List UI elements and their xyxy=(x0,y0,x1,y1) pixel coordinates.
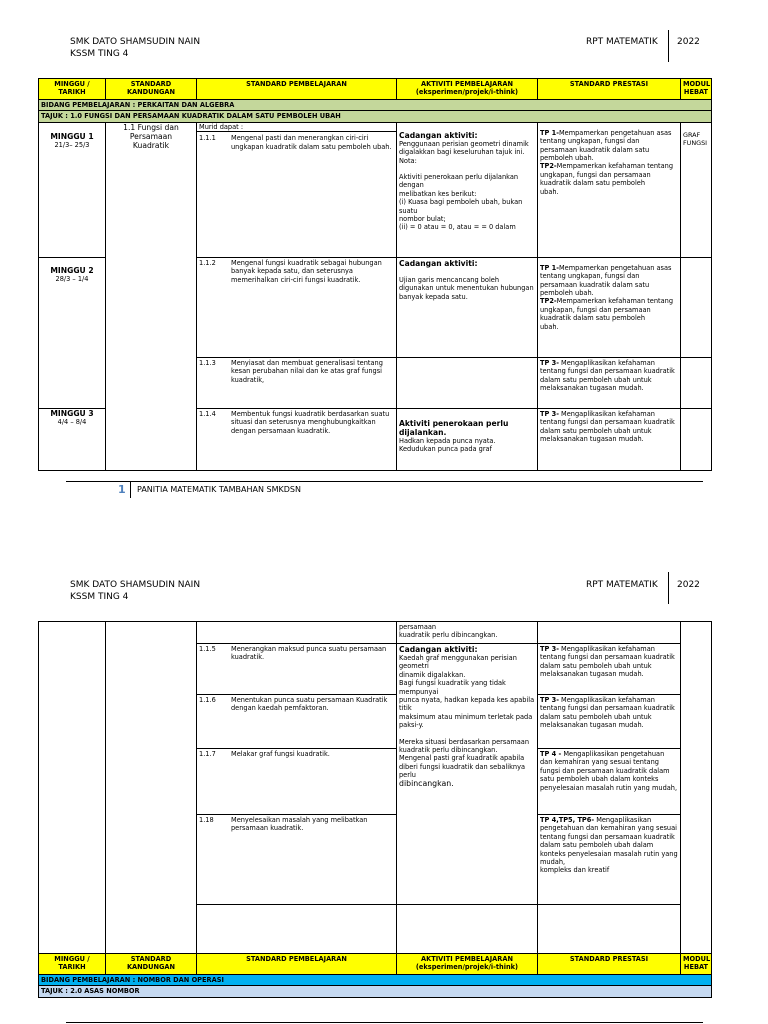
aktiviti-line: Kedudukan punca pada graf xyxy=(399,445,492,454)
page-number: 1 xyxy=(118,483,126,496)
sp-number: 1.1.7 xyxy=(199,750,216,758)
col-standard-pembelajaran: STANDARD PEMBELAJARAN xyxy=(197,954,397,975)
form-level: KSSM TING 4 xyxy=(70,49,129,59)
col-modul: MODUL HEBAT xyxy=(681,79,712,100)
sp-cell xyxy=(197,357,397,408)
standard-kandungan-cell xyxy=(106,622,197,954)
header-divider xyxy=(668,30,669,62)
week-label: MINGGU 1 xyxy=(50,131,94,141)
tp-code: TP 4 - xyxy=(540,750,562,758)
tp-code: TP 1- xyxy=(540,128,559,137)
footer-rule xyxy=(66,1022,703,1023)
col-minggu: MINGGU / TARIKH xyxy=(39,79,106,100)
tp-text: ubah. xyxy=(540,187,559,196)
sp-number: 1.1.5 xyxy=(199,645,216,653)
aktiviti-line: Bagi fungsi kuadratik yang tidak mempunyai xyxy=(399,679,506,696)
tp-code: TP 3- xyxy=(540,696,559,704)
sp-number: 1.1.3 xyxy=(199,358,216,367)
prestasi-cell xyxy=(538,122,681,257)
prestasi-cell xyxy=(538,357,681,408)
sp-cell xyxy=(197,905,397,954)
sp-text: Menyelesaikan masalah yang melibatkan persamaan kuadratik. xyxy=(231,816,368,833)
form-level: KSSM TING 4 xyxy=(70,592,129,602)
sp-text: Menerangkan maksud punca suatu persamaan kuadratik. xyxy=(231,645,387,662)
tp-text: Mempamerkan pengetahuan asas tentang ungkapan, fungsi dan persamaan kuadratik dalam satu pemboleh ubah. xyxy=(540,128,672,163)
footer-text: PANITIA MATEMATIK TAMBAHAN SMKDSN xyxy=(137,485,301,494)
aktiviti-line: Nota: xyxy=(399,156,417,165)
prestasi-cell xyxy=(538,622,681,644)
aktiviti-title: Aktiviti penerokaan perlu dijalankan. xyxy=(399,418,509,437)
tp-text: Mengaplikasikan kefahaman tentang fungsi dan persamaan kuadratik dalam satu pemboleh ubah untuk melaksanakan tugasan mudah. xyxy=(540,358,675,393)
aktiviti-line: maksimum atau minimum terletak pada xyxy=(399,712,533,721)
modul-cell xyxy=(681,357,712,408)
tp-code: TP 1- xyxy=(540,263,559,272)
standard-kandungan-text: 1.1 Fungsi dan Persamaan Kuadratik xyxy=(123,122,179,150)
standard-kandungan-cell xyxy=(106,122,197,470)
week-date: 28/3 – 1/4 xyxy=(55,275,89,284)
aktiviti-line: kuadratik perlu dibincangkan. xyxy=(399,746,498,755)
aktiviti-line: Mereka situasi berdasarkan persamaan xyxy=(399,737,530,746)
col-aktiviti-label: AKTIVITI PEMBELAJARAN xyxy=(421,955,513,963)
col-standard-kandungan: STANDARD KANDUNGAN xyxy=(106,954,197,975)
sp-text: Melakar graf fungsi kuadratik. xyxy=(231,750,330,758)
sp-number: 1.1.1 xyxy=(199,134,216,143)
tp-code: TP 4,TP5, TP6- xyxy=(540,816,595,824)
footer-rule xyxy=(66,481,703,482)
tp-code: TP2- xyxy=(540,162,557,171)
aktiviti-line: (i) Kuasa bagi pemboleh ubah, bukan suatu xyxy=(399,198,523,215)
aktiviti-line: Kaedah graf menggunakan perisian geometri xyxy=(399,654,517,671)
col-standard-prestasi: STANDARD PRESTASI xyxy=(538,79,681,100)
sp-cell xyxy=(197,644,397,695)
school-name: SMK DATO SHAMSUDIN NAIN xyxy=(70,37,201,47)
tp-code: TP 3- xyxy=(540,645,559,653)
year: 2022 xyxy=(677,580,700,590)
tajuk-row: TAJUK : 1.0 FUNGSI DAN PERSAMAAN KUADRATIK DALAM SATU PEMBOLEH UBAH xyxy=(39,111,712,122)
week-cell xyxy=(39,408,106,470)
sp-cell xyxy=(197,695,397,749)
tp-text: Mempamerkan pengetahuan asas tentang ungkapan, fungsi dan persamaan kuadratik dalam satu pemboleh ubah. xyxy=(540,263,672,298)
sp-text: Menentukan punca suatu persamaan Kuadratik dengan kaedah pemfaktoran. xyxy=(231,696,388,713)
col-minggu: MINGGU / TARIKH xyxy=(39,954,106,975)
col-modul: MODUL HEBAT xyxy=(681,954,712,975)
sp-text: Mengenal fungsi kuadratik sebagai hubungan banyak kepada satu, dan seterusnya memerihalkan ciri-ciri fungsi kuadratik. xyxy=(231,258,382,284)
sp-cell xyxy=(197,122,397,257)
prestasi-cell xyxy=(538,695,681,749)
prestasi-cell xyxy=(538,408,681,470)
aktiviti-line: Aktiviti penerokaan perlu dijalankan dengan xyxy=(399,173,519,190)
aktiviti-line: nombor bulat; xyxy=(399,215,446,224)
sp-cell xyxy=(197,257,397,357)
tp-text: Mempamerkan kefahaman tentang ungkapan, fungsi dan persamaan kuadratik dalam satu pemboleh xyxy=(540,297,674,323)
week-label: MINGGU 3 xyxy=(50,408,94,418)
col-aktiviti-label: AKTIVITI PEMBELAJARAN xyxy=(421,80,513,88)
modul-cell xyxy=(681,622,712,954)
week-cell xyxy=(39,122,106,257)
tp-text: Mengaplikasikan kefahaman tentang fungsi dan persamaan kuadratik dalam satu pemboleh ubah untuk melaksanakan tugasan mudah. xyxy=(540,645,675,679)
aktiviti-cell xyxy=(397,644,538,905)
aktiviti-line: dinamik digalakkan. xyxy=(399,670,466,679)
aktiviti-cell xyxy=(397,622,538,644)
aktiviti-line: dibincangkan. xyxy=(399,778,454,788)
week-cell xyxy=(39,257,106,408)
sp-cell xyxy=(197,815,397,905)
aktiviti-title: Cadangan aktiviti: xyxy=(399,645,478,654)
murid-label: Murid dapat : xyxy=(197,123,396,132)
sp-number: 1.1.4 xyxy=(199,409,216,418)
sp-number: 1.1.6 xyxy=(199,696,216,704)
col-aktiviti-sub: (eksperimen/projek/i-think) xyxy=(415,963,519,972)
modul-cell xyxy=(681,408,712,470)
aktiviti-title: Cadangan aktiviti: xyxy=(399,130,478,140)
sp-cell xyxy=(197,408,397,470)
aktiviti-cell xyxy=(397,122,538,257)
sp-cell xyxy=(197,749,397,815)
week-cell xyxy=(39,622,106,954)
school-name: SMK DATO SHAMSUDIN NAIN xyxy=(70,580,201,590)
col-standard-pembelajaran: STANDARD PEMBELAJARAN xyxy=(197,79,397,100)
week-date: 4/4 – 8/4 xyxy=(57,418,87,427)
aktiviti-cell xyxy=(397,905,538,954)
aktiviti-line: Penggunaan perisian geometri dinamik digalakkan bagi keseluruhan tajuk ini. xyxy=(399,139,529,157)
prestasi-cell xyxy=(538,644,681,695)
year: 2022 xyxy=(677,37,700,47)
col-aktiviti xyxy=(397,79,538,100)
aktiviti-line: (ii) = 0 atau = 0, atau = = 0 dalam xyxy=(399,223,516,232)
sp-number: 1.1.2 xyxy=(199,258,216,267)
tp-code: TP2- xyxy=(540,297,557,306)
aktiviti-title: Cadangan aktiviti: xyxy=(399,258,478,268)
tp-text: kompleks dan kreatif xyxy=(540,866,610,875)
tp-code: TP 3- xyxy=(540,358,559,367)
week-label: MINGGU 2 xyxy=(50,265,94,275)
tp-text: Mengaplikasikan pengetahuan dan kemahiran yang sesuai tentang fungsi dan persamaan kuadratik dalam satu pemboleh ubah dalam konteks penyelesaian masalah rutin yang mudah, xyxy=(540,750,678,792)
rpt-table-page1 xyxy=(38,78,712,471)
aktiviti-line: persamaan xyxy=(399,623,437,631)
sp-text: Membentuk fungsi kuadratik berdasarkan suatu situasi dan seterusnya menghubungkaitkan dengan persamaan kuadratik. xyxy=(231,409,390,435)
prestasi-cell xyxy=(538,815,681,905)
tp-text: Mengaplikasikan kefahaman tentang fungsi dan persamaan kuadratik dalam satu pemboleh ubah untuk melaksanakan tugasan mudah. xyxy=(540,696,675,730)
prestasi-cell xyxy=(538,257,681,357)
sp-number: 1.18 xyxy=(199,816,214,824)
tp-text: dalam satu pemboleh ubah dalam konteks penyelesaian masalah rutin yang mudah, xyxy=(540,841,678,867)
aktiviti-cell xyxy=(397,357,538,408)
prestasi-cell xyxy=(538,905,681,954)
aktiviti-line: punca nyata, hadkan kepada kes apabila titik xyxy=(399,696,535,713)
aktiviti-line: kuadratik perlu dibincangkan. xyxy=(399,631,498,640)
aktiviti-cell xyxy=(397,408,538,470)
aktiviti-line: Hadkan kepada punca nyata. xyxy=(399,436,496,445)
rpt-title: RPT MATEMATIK xyxy=(586,37,658,47)
aktiviti-line: melibatkan kes berikut: xyxy=(399,189,477,198)
tp-text: Mempamerkan kefahaman tentang ungkapan, fungsi dan persamaan kuadratik dalam satu pemboleh xyxy=(540,162,674,188)
rpt-title: RPT MATEMATIK xyxy=(586,580,658,590)
sp-text: Mengenal pasti dan menerangkan ciri-ciri ungkapan kuadratik dalam satu pemboleh ubah. xyxy=(231,134,392,151)
header-divider xyxy=(668,572,669,604)
aktiviti-cell xyxy=(397,257,538,357)
sp-cell xyxy=(197,622,397,644)
col-standard-prestasi: STANDARD PRESTASI xyxy=(538,954,681,975)
aktiviti-line: Ujian garis mencancang boleh digunakan untuk menentukan hubungan banyak kepada satu. xyxy=(399,275,534,301)
tp-text: Mengaplikasikan pengetahuan dan kemahiran yang sesuai tentang fungsi dan persamaan kuadratik xyxy=(540,816,677,841)
prestasi-cell xyxy=(538,749,681,815)
footer-divider xyxy=(130,482,131,498)
col-standard-kandungan: STANDARD KANDUNGAN xyxy=(106,79,197,100)
col-aktiviti-sub: (eksperimen/projek/i-think) xyxy=(415,88,519,97)
aktiviti-line: Mengenal pasti graf kuadratik apabila diberi fungsi kuadratik dan sebaliknya perlu xyxy=(399,754,526,780)
tp-text: ubah. xyxy=(540,322,559,331)
aktiviti-line: paksi-y. xyxy=(399,721,424,730)
week-date: 21/3– 25/3 xyxy=(54,141,90,150)
bidang-row: BIDANG PEMBELAJARAN : PERKAITAN DAN ALGEBRA xyxy=(39,100,712,111)
tp-code: TP 3- xyxy=(540,409,559,418)
modul-cell xyxy=(681,257,712,357)
bidang-row: BIDANG PEMBELAJARAN : NOMBOR DAN OPERASI xyxy=(39,975,712,986)
sp-text: Menyiasat dan membuat generalisasi tentang kesan perubahan nilai dan ke atas graf fungsi kuadratik, xyxy=(231,358,383,384)
tajuk-row: TAJUK : 2.0 ASAS NOMBOR xyxy=(39,986,712,997)
tp-text: Mengaplikasikan kefahaman tentang fungsi dan persamaan kuadratik dalam satu pemboleh ubah untuk melaksanakan tugasan mudah. xyxy=(540,409,675,444)
rpt-table-page2 xyxy=(38,621,712,998)
col-aktiviti xyxy=(397,954,538,975)
modul-cell: GRAF FUNGSI xyxy=(681,122,712,257)
